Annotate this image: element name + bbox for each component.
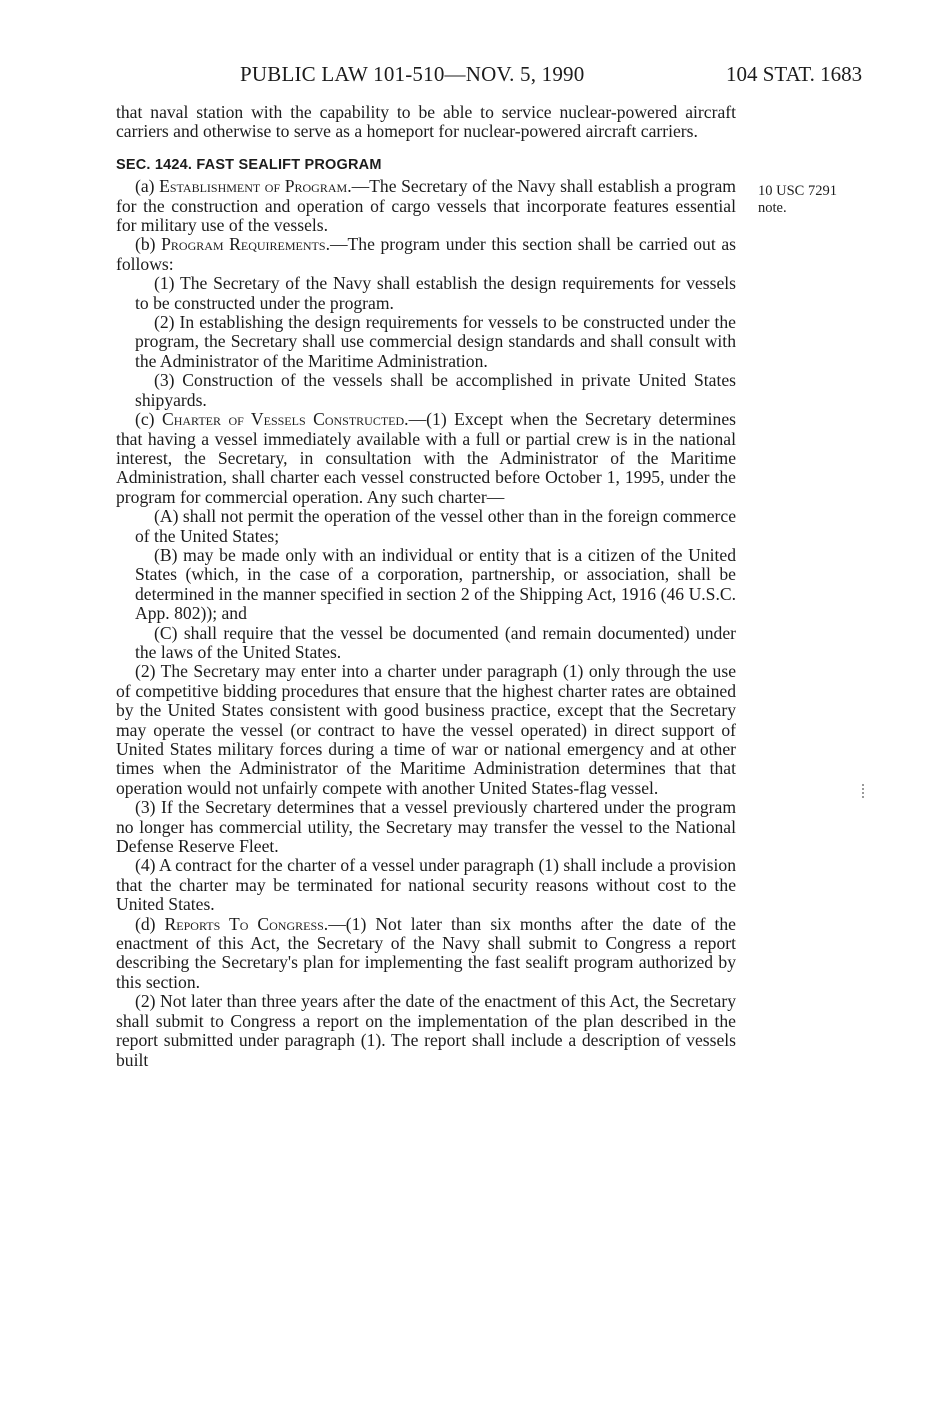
subsection-b-label: (b) [135,234,162,255]
subparagraph-cC: (C) shall require that the vessel be documented (and remain documented) under the laws of the United States. [135,622,736,662]
paragraph-b3: (3) Construction of the vessels shall be accomplished in private United States shipyards. [135,370,736,410]
paragraph-c4: (4) A contract for the charter of a vessel under paragraph (1) shall include a provision that the charter may be terminated for national security reasons without cost to the United States. [116,855,736,915]
subsection-c-text: .—(1) Except when the Secretary determines that having a vessel immediately available with a full or partial crew is in the national interest, the Secretary, in consultation with the Administrator of the Maritime Administration, shall charter each vessel constructed before October 1, 1995, under the program for commercial operation. Any such charter— [116,409,736,507]
running-header-title: PUBLIC LAW 101-510—NOV. 5, 1990 [240,62,585,86]
margin-note-citation: 10 USC 7291 [758,183,837,199]
continued-paragraph: that naval station with the capability to be able to service nuclear-powered aircraft carriers and otherwise to serve as a homeport for nuclear-powered aircraft carriers. [116,102,736,142]
subsection-a-label: (a) [135,176,160,197]
scan-artifact [862,784,866,798]
subsection-c [116,410,736,507]
margin-note-suffix: note. [758,200,787,216]
subsection-c-label: (c) [135,409,162,430]
paragraph-c3: (3) If the Secretary determines that a vessel previously chartered under the program no longer has commercial utility, the Secretary may transfer the vessel to the National Defense Reserve Fleet. [116,797,736,857]
paragraph-c2: (2) The Secretary may enter into a charter under paragraph (1) only through the use of competitive bidding procedures that ensure that the highest charter rates are obtained by the United States consistent with good business practice, except that the Secretary may operate the vessel (or contract to have the vessel operated) in direct support of United States military forces during a time of war or national emergency and at other times when the Administrator of the Maritime Administration determines that that operation would not unfairly compete with another United States-flag vessel. [116,661,736,798]
section-heading: SEC. 1424. FAST SEALIFT PROGRAM [116,156,382,173]
running-header-page-number: 104 STAT. 1683 [726,62,863,86]
margin-note [758,183,878,217]
paragraph-d2: (2) Not later than three years after the date of the enactment of this Act, the Secretary shall submit to Congress a report on the implementation of the plan described in the report submitted under paragraph (1). The report shall include a description of vessels built [116,991,736,1070]
subsection-d-label: (d) [135,913,165,934]
body-text [116,103,736,1070]
subsection-a [116,177,736,235]
subsection-c-heading: Charter of Vessels Constructed [161,409,405,430]
subparagraph-cA: (A) shall not permit the operation of the vessel other than in the foreign commerce of the United States; [135,506,736,546]
paragraph-b2: (2) In establishing the design requirements for vessels to be constructed under the program, the Secretary shall use commercial design standards and shall consult with the Administrator of the Maritime Administration. [135,312,736,371]
subsection-d-text: .—(1) Not later than six months after the date of the enactment of this Act, the Secretary of the Navy shall submit to Congress a report describing the Secretary's plan for implementing the fast sealift program authorized by this section. [116,913,736,992]
subsection-b-heading: Program Requirements [161,234,326,255]
subsection-b-text: .—The program under this section shall be carried out as follows: [116,234,736,274]
subsection-b [116,235,736,274]
subparagraph-cB: (B) may be made only with an individual or entity that is a citizen of the United States (which, in the case of a corporation, partnership, or association, shall be determined in the manner specified in section 2 of the Shipping Act, 1916 (46 U.S.C. App. 802)); and [135,544,736,624]
paragraph-b1: (1) The Secretary of the Navy shall establish the design requirements for vessels to be constructed under the program. [135,273,736,313]
subsection-a-heading: Establishment of Program [159,176,348,197]
subsection-d [116,915,736,993]
subsection-d-heading: Reports To Congress [164,913,324,934]
subsection-a-text: .—The Secretary of the Navy shall establish a program for the construction and operation of cargo vessels that incorporate features essential for military use of the vessels. [116,176,736,236]
